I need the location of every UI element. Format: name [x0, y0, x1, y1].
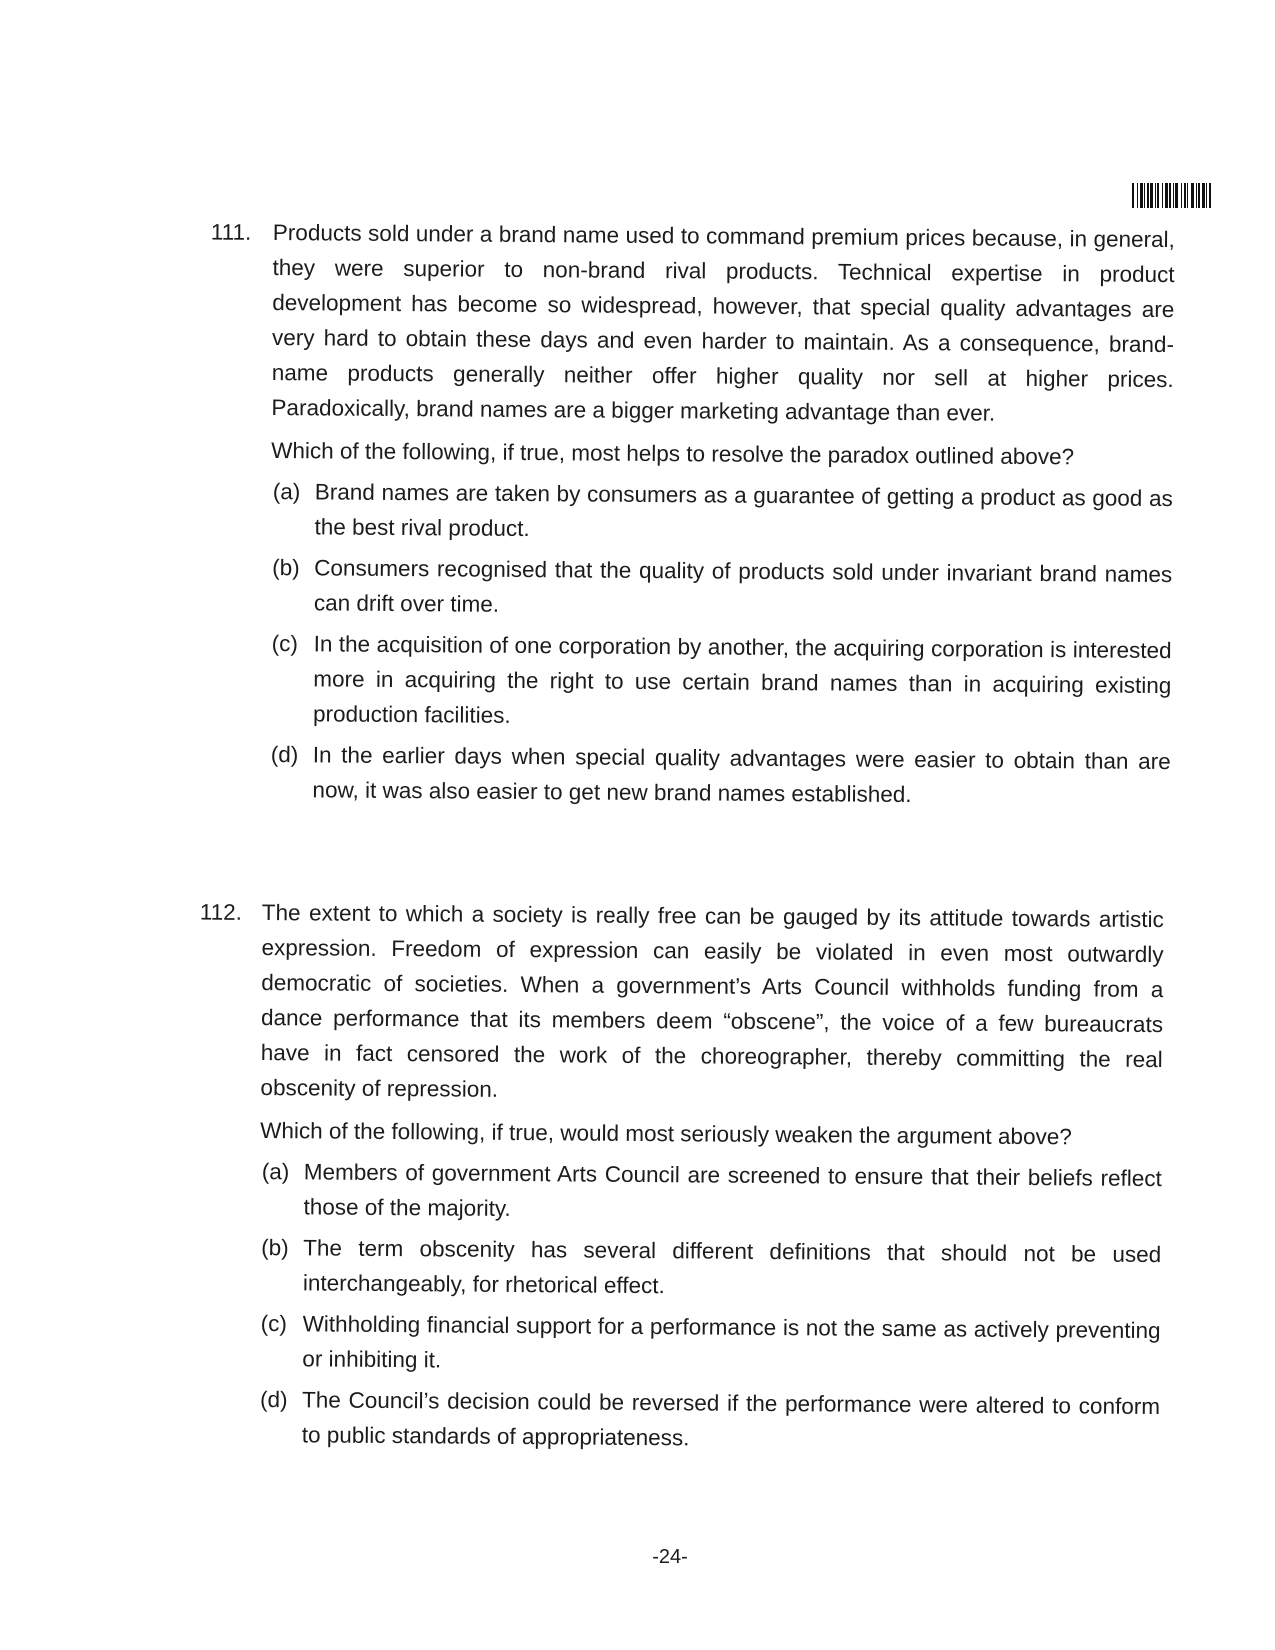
option-label: (b) [272, 555, 300, 581]
option-label: (b) [261, 1235, 289, 1261]
option-text: Consumers recognised that the quality of products sold under invariant brand names can drift over time. [313, 555, 1173, 617]
question-number: 111. [210, 219, 252, 245]
answer-option-c [271, 626, 1172, 738]
answer-option-a [272, 474, 1173, 551]
option-label: (d) [259, 1387, 288, 1413]
option-text: In the acquisition of one corporation by another, the acquiring corporation is interested more in acquiring the right to use certain brand names than in acquiring existing production facilities. [312, 631, 1172, 728]
option-label: (d) [270, 741, 299, 768]
question-111 [210, 215, 1175, 820]
question-stem: The extent to which a society is really free can be gauged by its attitude towards artistic expression. Freedom of expression can easily be violated in even most outwardly democratic of societies. When a government’s Arts Council withholds funding from a dance performance that its members deem “obscene”, the voice of a few bureaucrats have in fact censored the work of the choreographer, thereby committing the real obscenity of repression. [260, 899, 1164, 1102]
question-stem: Products sold under a brand name used to command premium prices because, in general, they were superior to non-brand rival products. Technical expertise in product development has become so widespread, however, that special quality advantages are very hard to obtain these days and even harder to maintain. As a consequence, brand-name products generally neither offer higher quality nor sell at higher prices. Paradoxically, brand names are a bigger marketing advantage than ever. [271, 219, 1175, 426]
answer-option-d [270, 737, 1171, 814]
option-text: The term obscenity has several different definitions that should not be used interchangeably, for rhetorical effect. [302, 1235, 1162, 1299]
answer-option-d [260, 1382, 1161, 1459]
question-prompt: Which of the following, if true, would most seriously weaken the argument above? [260, 1117, 1072, 1150]
option-label: (c) [271, 631, 298, 657]
question-number: 112. [199, 899, 243, 925]
question-112 [199, 895, 1164, 1465]
option-text: Withholding financial support for a performance is not the same as actively preventing or inhibiting it. [302, 1311, 1161, 1373]
option-label: (c) [260, 1311, 287, 1337]
barcode-image [1132, 183, 1224, 208]
option-text: Brand names are taken by consumers as a guarantee of getting a product as good as the best rival product. [314, 479, 1173, 542]
answer-option-b [261, 1230, 1162, 1307]
option-text: Members of government Arts Council are screened to ensure that their beliefs reflect those of the majority. [303, 1159, 1162, 1221]
answer-option-c [260, 1306, 1161, 1383]
answer-option-b [272, 550, 1173, 627]
question-prompt: Which of the following, if true, most helps to resolve the paradox outlined above? [271, 437, 1075, 470]
answer-option-a [261, 1154, 1162, 1231]
option-label: (a) [272, 479, 301, 505]
page-number: -24- [652, 1546, 688, 1568]
option-text: In the earlier days when special quality advantages were easier to obtain than are now, it was also easier to get new brand names established. [312, 742, 1171, 808]
option-label: (a) [261, 1159, 290, 1185]
option-text: The Council’s decision could be reversed if the performance were altered to conform to public standards of appropriateness. [301, 1387, 1161, 1451]
